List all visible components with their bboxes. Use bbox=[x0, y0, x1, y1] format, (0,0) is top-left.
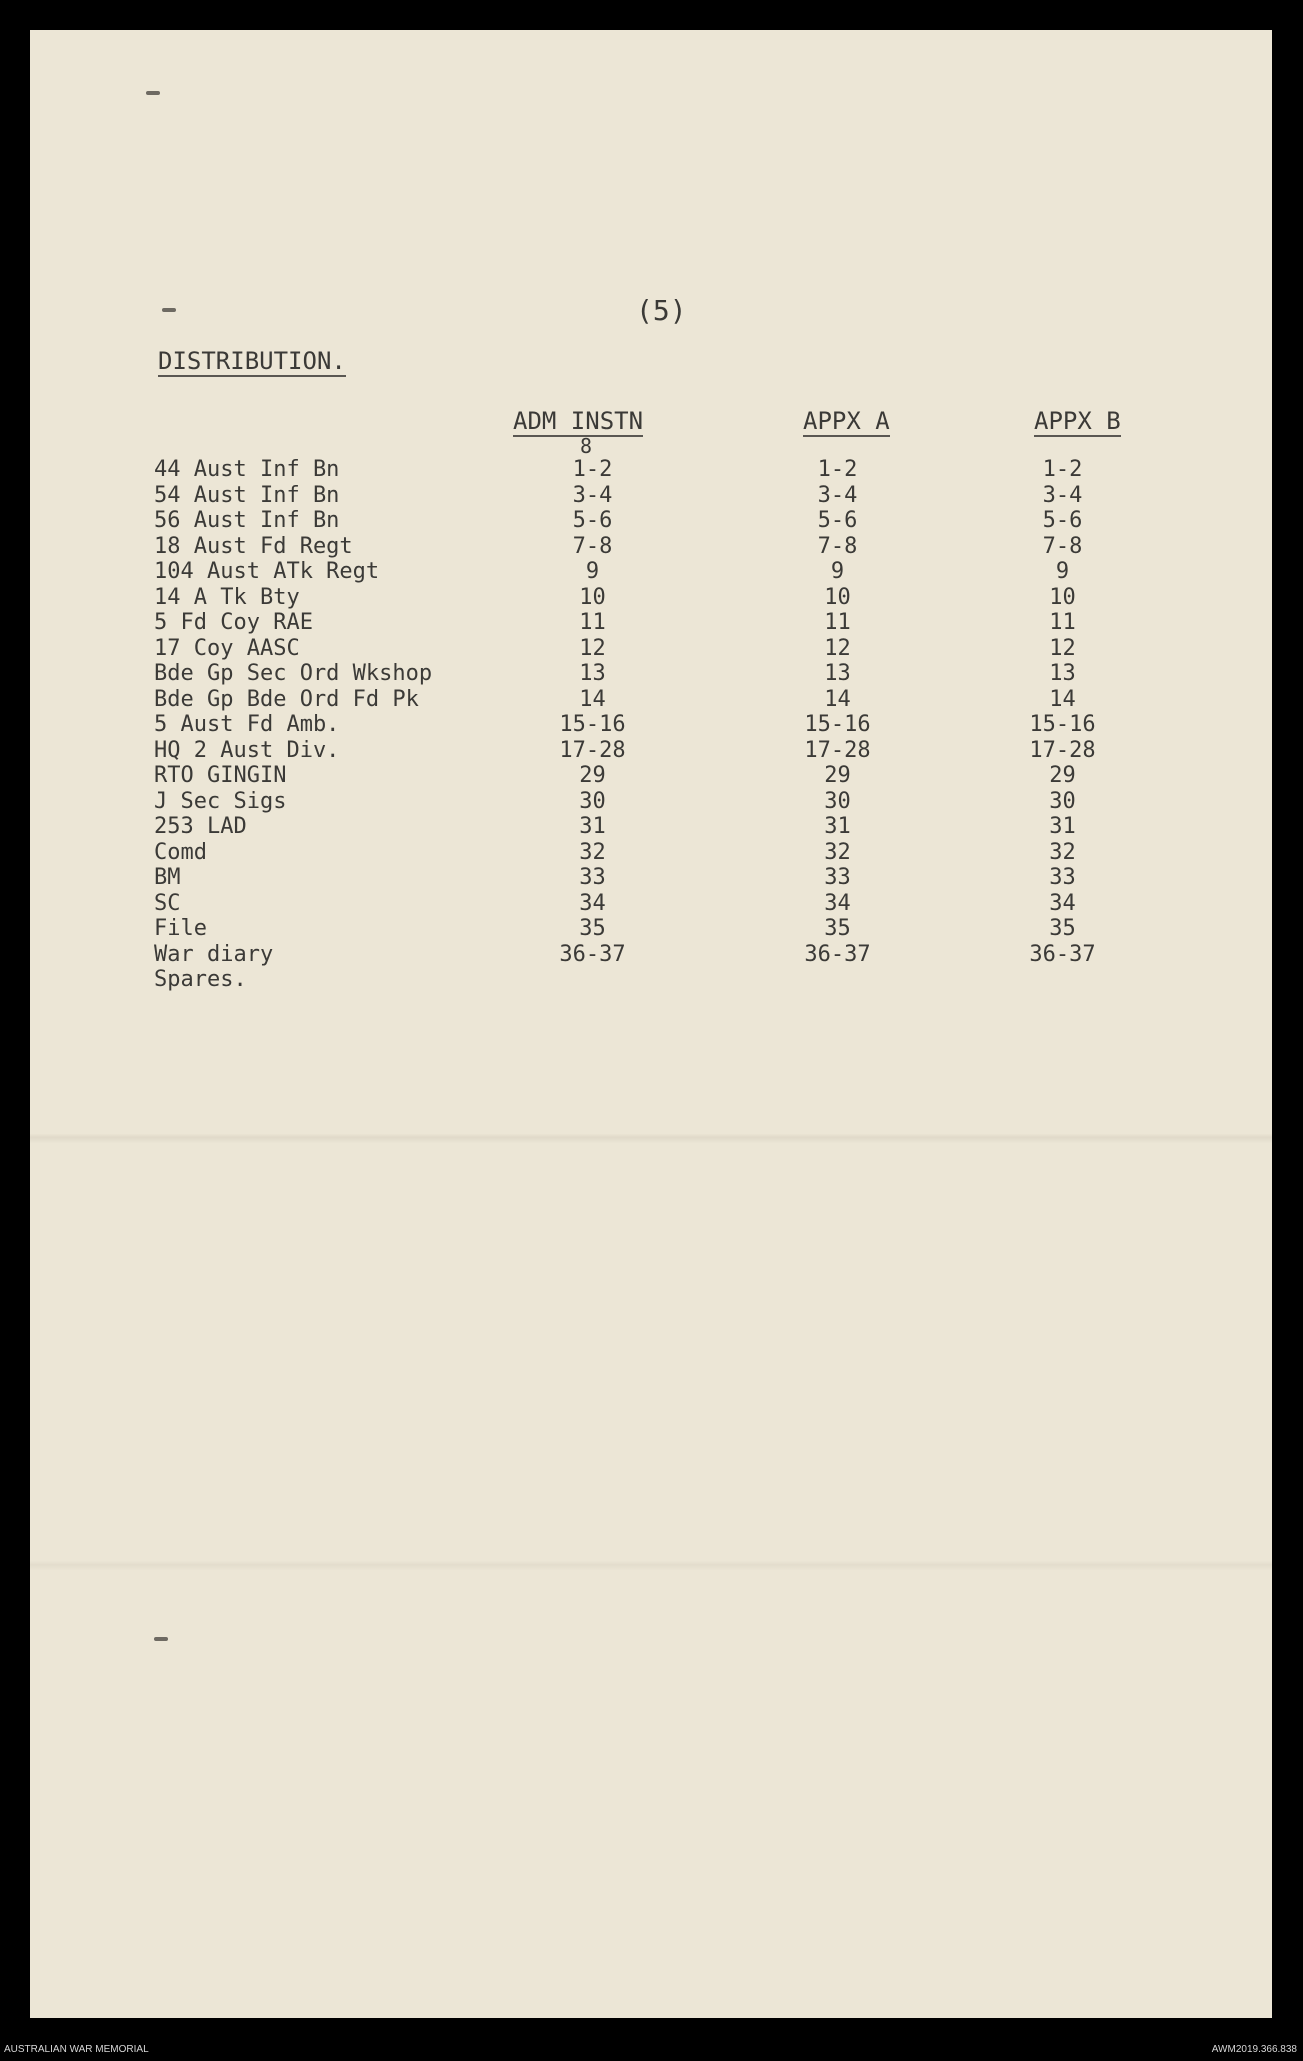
punch-mark bbox=[154, 1637, 168, 1641]
unit-name: 14 A Tk Bty bbox=[154, 584, 300, 610]
appx-b-copies: 14 bbox=[1049, 686, 1076, 712]
punch-mark bbox=[146, 91, 160, 95]
adm-instn-copies: 32 bbox=[579, 839, 606, 865]
appx-b-copies: 9 bbox=[1055, 559, 1070, 584]
adm-instn-copies: 31 bbox=[579, 814, 606, 839]
column-header-adm-instn: ADM INSTN bbox=[513, 407, 644, 435]
adm-instn-copies: 13 bbox=[579, 661, 606, 686]
appx-b-copies: 7-8 bbox=[1042, 533, 1083, 559]
appx-a-copies: 7-8 bbox=[817, 533, 858, 559]
unit-name: SC bbox=[154, 890, 181, 916]
adm-instn-copies: 7-8 bbox=[572, 533, 613, 559]
appx-b-copies: 3-4 bbox=[1042, 482, 1083, 508]
unit-name: War diary bbox=[154, 941, 274, 967]
column-subheader-adm-instn: 8 bbox=[580, 434, 593, 458]
appx-a-copies: 15-16 bbox=[804, 712, 871, 737]
distribution-table bbox=[30, 457, 1272, 993]
table-row bbox=[30, 891, 1272, 917]
adm-instn-copies: 14 bbox=[579, 686, 606, 712]
appx-a-copies: 32 bbox=[824, 839, 851, 865]
appx-b-copies: 13 bbox=[1049, 661, 1076, 686]
appx-b-copies: 12 bbox=[1049, 635, 1076, 661]
table-row bbox=[30, 916, 1272, 942]
adm-instn-copies: 17-28 bbox=[559, 737, 626, 763]
adm-instn-copies: 33 bbox=[579, 865, 606, 890]
appx-a-copies: 30 bbox=[824, 788, 851, 814]
table-row bbox=[30, 687, 1272, 713]
distribution-heading: DISTRIBUTION. bbox=[158, 347, 346, 375]
table-row bbox=[30, 457, 1272, 483]
table-row bbox=[30, 483, 1272, 509]
appx-b-copies: 15-16 bbox=[1029, 712, 1096, 737]
appx-a-copies: 11 bbox=[824, 610, 851, 635]
table-row bbox=[30, 789, 1272, 815]
page-number: (5) bbox=[636, 294, 687, 327]
table-row bbox=[30, 763, 1272, 789]
punch-mark bbox=[162, 308, 176, 312]
appx-b-copies: 5-6 bbox=[1042, 508, 1083, 533]
adm-instn-copies: 9 bbox=[585, 559, 600, 584]
table-row bbox=[30, 967, 1272, 993]
unit-name: Spares. bbox=[154, 967, 247, 992]
appx-a-copies: 29 bbox=[824, 763, 851, 788]
appx-b-copies: 35 bbox=[1049, 916, 1076, 941]
unit-name: HQ 2 Aust Div. bbox=[154, 737, 340, 763]
table-row bbox=[30, 610, 1272, 636]
appx-a-copies: 13 bbox=[824, 661, 851, 686]
adm-instn-copies: 3-4 bbox=[572, 482, 613, 508]
unit-name: 17 Coy AASC bbox=[154, 635, 300, 661]
appx-b-copies: 30 bbox=[1049, 788, 1076, 814]
archive-reference: AWM2019.366.838 bbox=[1211, 2044, 1297, 2055]
column-header-appx-a: APPX A bbox=[803, 407, 890, 435]
appx-b-copies: 36-37 bbox=[1029, 941, 1096, 967]
document-page bbox=[30, 30, 1272, 2018]
adm-instn-copies: 15-16 bbox=[559, 712, 626, 737]
appx-b-copies: 17-28 bbox=[1029, 737, 1096, 763]
appx-a-copies: 5-6 bbox=[817, 508, 858, 533]
appx-a-copies: 33 bbox=[824, 865, 851, 890]
appx-b-copies: 33 bbox=[1049, 865, 1076, 890]
table-row bbox=[30, 712, 1272, 738]
adm-instn-copies: 11 bbox=[579, 610, 606, 635]
appx-a-copies: 34 bbox=[824, 890, 851, 916]
adm-instn-copies: 30 bbox=[579, 788, 606, 814]
table-row bbox=[30, 738, 1272, 764]
unit-name: 56 Aust Inf Bn bbox=[154, 508, 340, 533]
appx-a-copies: 14 bbox=[824, 686, 851, 712]
table-row bbox=[30, 508, 1272, 534]
appx-b-copies: 34 bbox=[1049, 890, 1076, 916]
column-header-appx-b: APPX B bbox=[1034, 407, 1121, 435]
appx-b-copies: 10 bbox=[1049, 584, 1076, 610]
adm-instn-copies: 12 bbox=[579, 635, 606, 661]
unit-name: BM bbox=[154, 865, 181, 890]
unit-name: 5 Fd Coy RAE bbox=[154, 610, 313, 635]
appx-b-copies: 29 bbox=[1049, 763, 1076, 788]
appx-b-copies: 32 bbox=[1049, 839, 1076, 865]
archive-credit: AUSTRALIAN WAR MEMORIAL bbox=[4, 2044, 149, 2055]
appx-a-copies: 3-4 bbox=[817, 482, 858, 508]
unit-name: 54 Aust Inf Bn bbox=[154, 482, 340, 508]
table-row bbox=[30, 942, 1272, 968]
adm-instn-copies: 29 bbox=[579, 763, 606, 788]
unit-name: 253 LAD bbox=[154, 814, 247, 839]
unit-name: Comd bbox=[154, 839, 207, 865]
adm-instn-copies: 1-2 bbox=[572, 457, 613, 482]
table-row bbox=[30, 865, 1272, 891]
unit-name: 18 Aust Fd Regt bbox=[154, 533, 353, 559]
appx-a-copies: 10 bbox=[824, 584, 851, 610]
appx-a-copies: 9 bbox=[830, 559, 845, 584]
unit-name: J Sec Sigs bbox=[154, 788, 287, 814]
appx-a-copies: 35 bbox=[824, 916, 851, 941]
table-row bbox=[30, 534, 1272, 560]
table-row bbox=[30, 585, 1272, 611]
unit-name: Bde Gp Sec Ord Wkshop bbox=[154, 661, 433, 686]
appx-a-copies: 1-2 bbox=[817, 457, 858, 482]
appx-a-copies: 31 bbox=[824, 814, 851, 839]
table-row bbox=[30, 814, 1272, 840]
appx-b-copies: 11 bbox=[1049, 610, 1076, 635]
unit-name: RTO GINGIN bbox=[154, 763, 287, 788]
adm-instn-copies: 36-37 bbox=[559, 941, 626, 967]
adm-instn-copies: 35 bbox=[579, 916, 606, 941]
adm-instn-copies: 5-6 bbox=[572, 508, 613, 533]
table-row bbox=[30, 636, 1272, 662]
adm-instn-copies: 34 bbox=[579, 890, 606, 916]
adm-instn-copies: 10 bbox=[579, 584, 606, 610]
appx-b-copies: 1-2 bbox=[1042, 457, 1083, 482]
unit-name: File bbox=[154, 916, 207, 941]
table-row bbox=[30, 661, 1272, 687]
appx-a-copies: 17-28 bbox=[804, 737, 871, 763]
unit-name: 5 Aust Fd Amb. bbox=[154, 712, 340, 737]
table-row bbox=[30, 559, 1272, 585]
table-row bbox=[30, 840, 1272, 866]
unit-name: 44 Aust Inf Bn bbox=[154, 457, 340, 482]
unit-name: Bde Gp Bde Ord Fd Pk bbox=[154, 686, 419, 712]
appx-a-copies: 12 bbox=[824, 635, 851, 661]
appx-b-copies: 31 bbox=[1049, 814, 1076, 839]
unit-name: 104 Aust ATk Regt bbox=[154, 559, 380, 584]
appx-a-copies: 36-37 bbox=[804, 941, 871, 967]
